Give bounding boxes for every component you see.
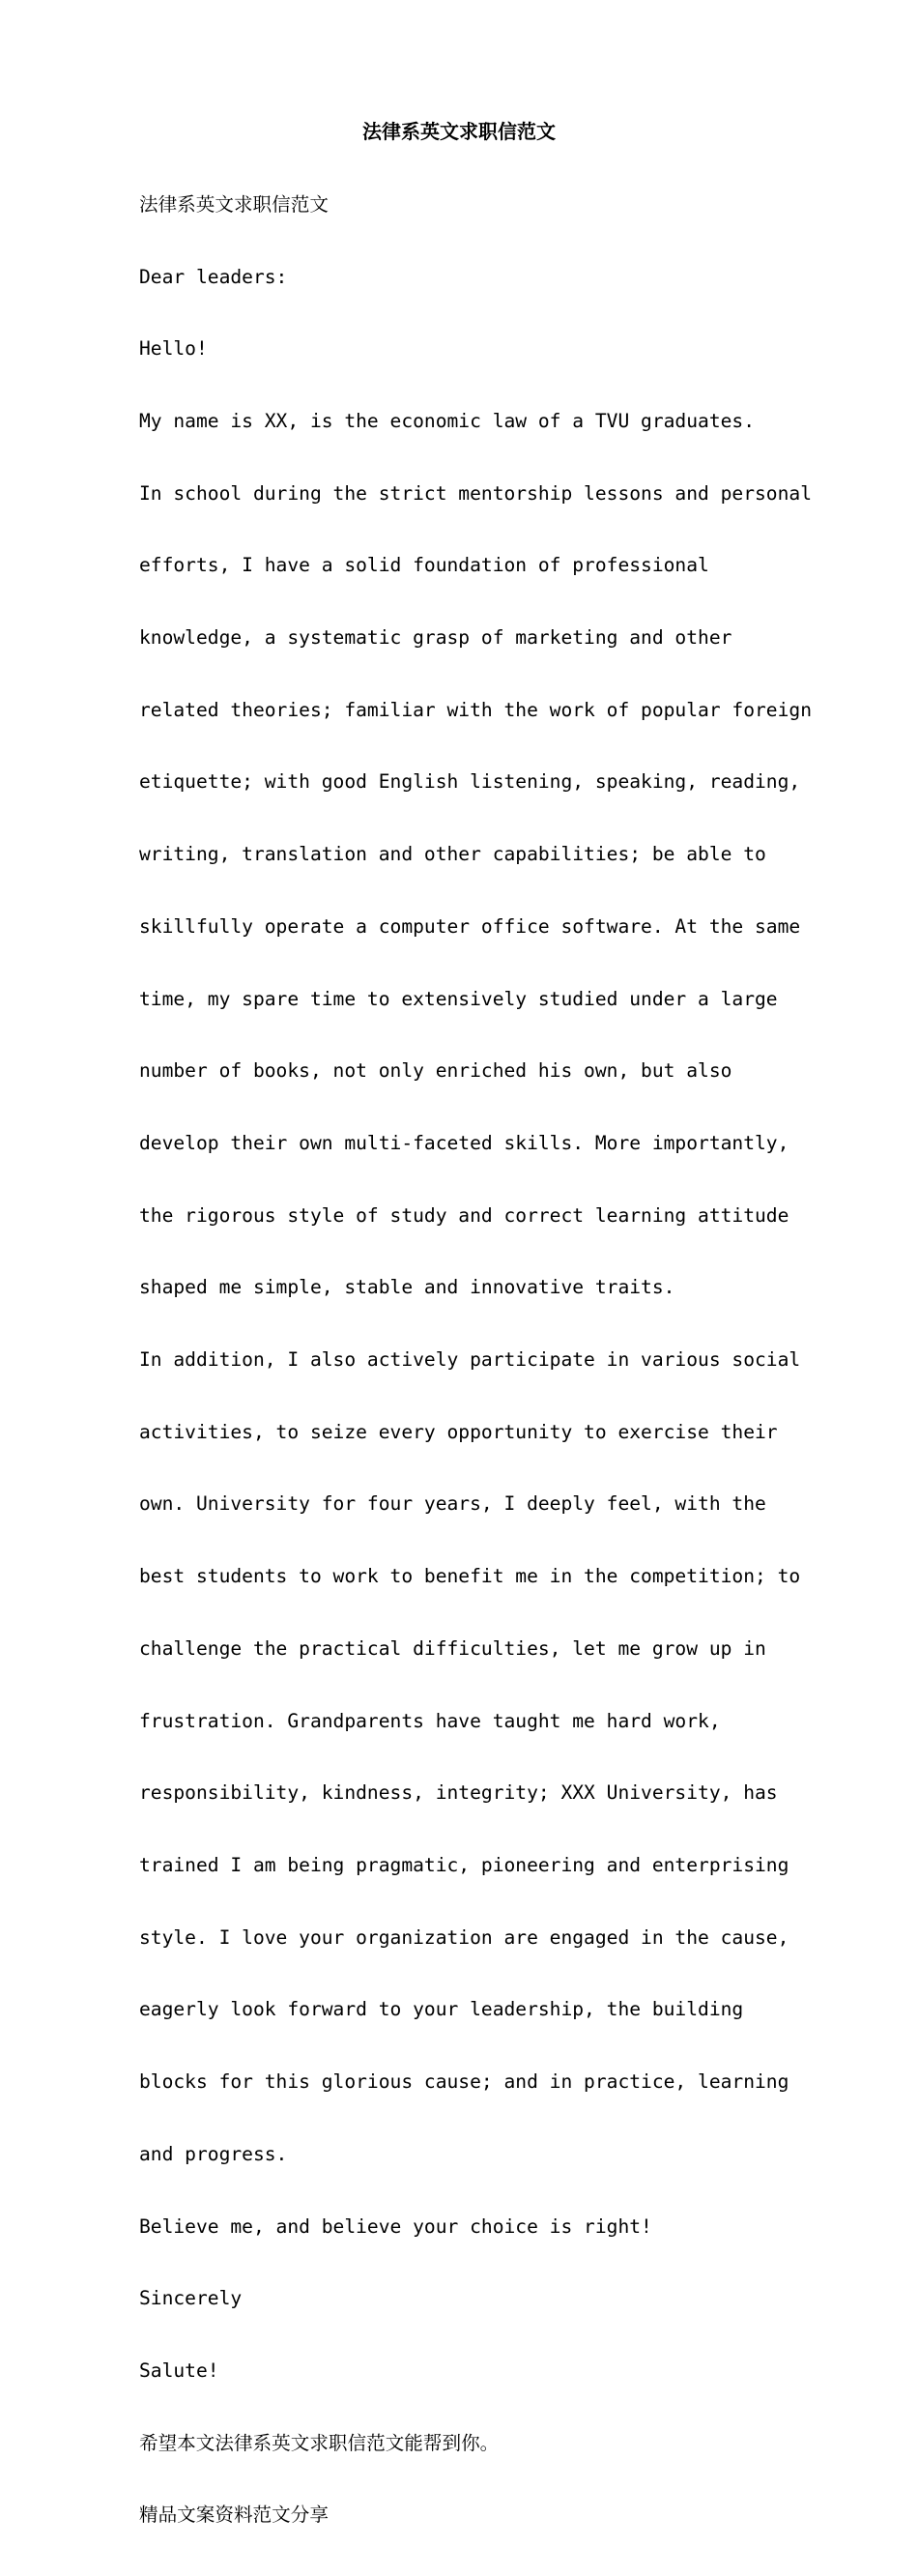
body-line: Believe me, and believe your choice is right! — [139, 2214, 652, 2238]
body-line: In addition, I also actively participate in various social — [139, 1348, 801, 1372]
body-line: Sincerely — [139, 2287, 243, 2310]
body-line: knowledge, a systematic grasp of marketing and other — [139, 626, 732, 650]
body-line: Salute! — [139, 2359, 219, 2382]
body-line: and progress. — [139, 2142, 288, 2165]
body-line: efforts, I have a solid foundation of professional — [139, 554, 709, 577]
body-line: My name is XX, is the economic law of a TVU graduates. — [139, 409, 756, 432]
body-line: 精品文案资料范文分享 — [139, 2504, 329, 2527]
document-body — [139, 145, 812, 2576]
body-line: time, my spare time to extensively studied under a large — [139, 987, 778, 1010]
body-line: In school during the strict mentorship lessons and personal — [139, 481, 812, 505]
body-line: best students to work to benefit me in the competition; to — [139, 1565, 801, 1588]
body-line: Dear leaders: — [139, 265, 288, 288]
body-line: responsibility, kindness, integrity; XXX University, has — [139, 1781, 778, 1805]
body-line: skillfully operate a computer office software. At the same — [139, 914, 801, 938]
body-line: etiquette; with good English listening, speaking, reading, — [139, 770, 801, 794]
body-line: develop their own multi-faceted skills. More importantly, — [139, 1131, 789, 1154]
body-line: blocks for this glorious cause; and in practice, learning — [139, 2070, 789, 2094]
body-line: Hello! — [139, 337, 208, 361]
document-title: 法律系英文求职信范文 — [362, 120, 556, 143]
body-line: frustration. Grandparents have taught me hard work, — [139, 1709, 721, 1732]
body-line: trained I am being pragmatic, pioneering and enterprising — [139, 1853, 789, 1876]
body-line: the rigorous style of study and correct learning attitude — [139, 1203, 789, 1227]
body-line: 希望本文法律系英文求职信范文能帮到你。 — [139, 2431, 500, 2454]
body-line: 法律系英文求职信范文 — [139, 192, 329, 216]
body-line: activities, to seize every opportunity to exercise their — [139, 1420, 778, 1443]
body-line: eagerly look forward to your leadership, the building — [139, 1998, 744, 2021]
body-line: style. I love your organization are engaged in the cause, — [139, 1925, 789, 1949]
body-line: challenge the practical difficulties, let me grow up in — [139, 1636, 766, 1660]
body-line: writing, translation and other capabilities; be able to — [139, 843, 766, 866]
body-line: related theories; familiar with the work of popular foreign — [139, 698, 812, 721]
body-line: own. University for four years, I deeply feel, with the — [139, 1492, 766, 1516]
body-line: shaped me simple, stable and innovative traits. — [139, 1276, 675, 1299]
body-line: number of books, not only enriched his own, but also — [139, 1059, 732, 1083]
